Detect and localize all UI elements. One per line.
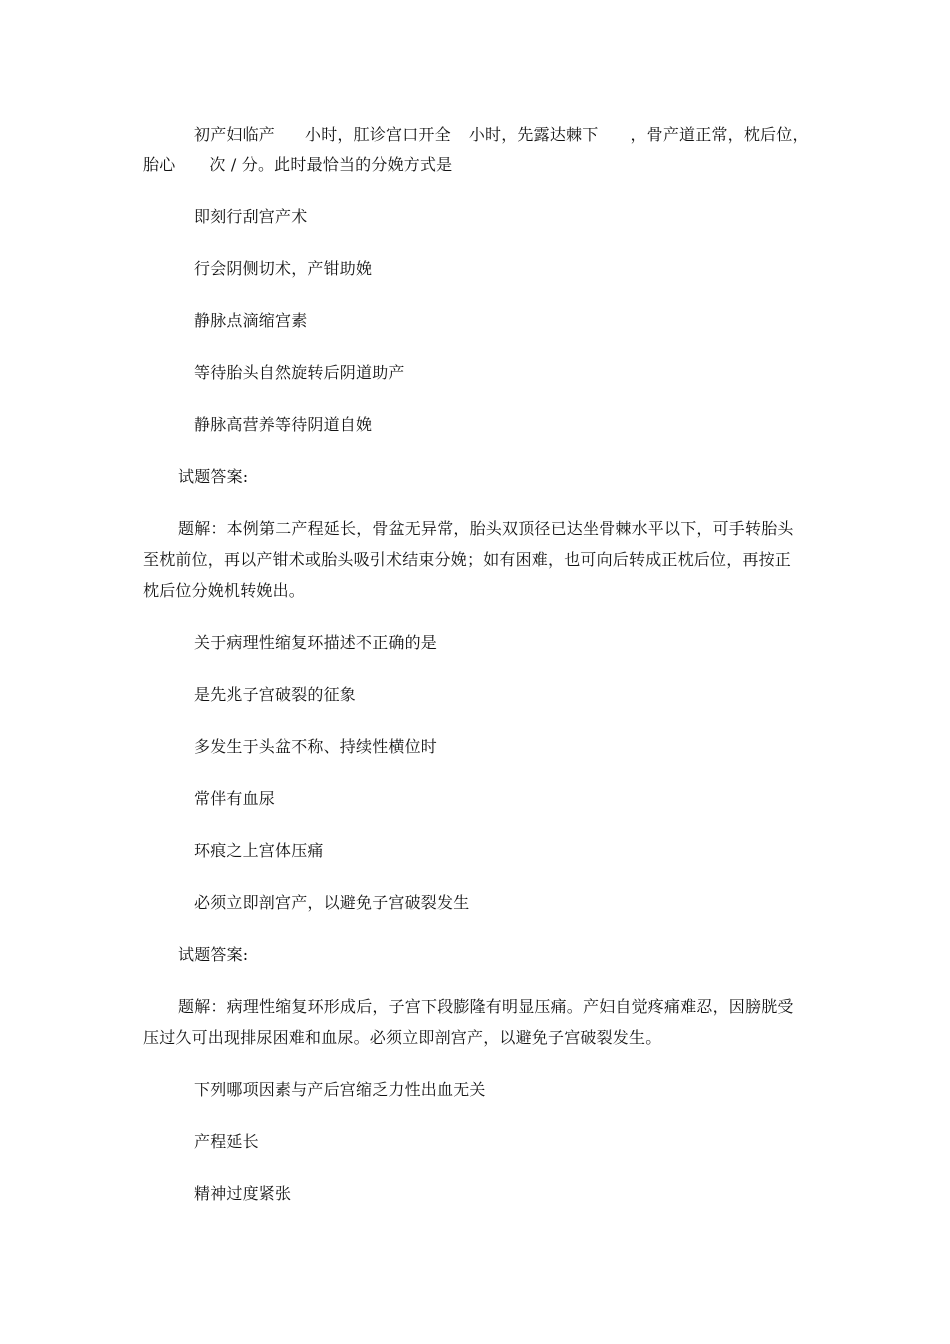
q1-stem-part: ，骨产道正常，枕后位， [630,125,809,144]
q2-option: 是先兆子宫破裂的征象 [194,685,357,704]
q2-option: 必须立即剖宫产，以避免子宫破裂发生 [194,893,470,912]
q1-stem-part: 胎心 [143,155,176,174]
q2-answer-label: 试题答案: [178,945,249,964]
q2-option: 多发生于头盆不称、持续性横位时 [194,737,438,756]
q2-stem: 关于病理性缩复环描述不正确的是 [194,633,438,652]
q3-option: 产程延长 [194,1132,259,1151]
q1-option: 行会阴侧切术，产钳助娩 [194,259,373,278]
q1-option: 即刻行刮宫产术 [194,207,308,226]
q2-explanation-line: 题解：病理性缩复环形成后，子宫下段膨隆有明显压痛。产妇自觉疼痛难忍，因膀胱受 [178,997,794,1016]
q1-option: 等待胎头自然旋转后阴道助产 [194,363,405,382]
q2-explanation-line: 压过久可出现排尿困难和血尿。必须立即剖宫产，以避免子宫破裂发生。 [143,1028,662,1047]
q2-option: 常伴有血尿 [194,789,276,808]
q1-option: 静脉高营养等待阴道自娩 [194,415,373,434]
q1-explanation-line: 至枕前位，再以产钳术或胎头吸引术结束分娩；如有困难，也可向后转成正枕后位，再按正 [143,550,792,569]
q1-stem-line-2 [143,155,452,175]
q3-stem: 下列哪项因素与产后宫缩乏力性出血无关 [194,1080,486,1099]
q1-stem-part: 小时，先露达棘下 [468,125,599,144]
q1-explanation-line: 枕后位分娩机转娩出。 [143,581,306,600]
q1-stem-part: 小时，肛诊宫口开全 [305,125,451,144]
q1-explanation-line: 题解：本例第二产程延长，骨盆无异常，胎头双顶径已达坐骨棘水平以下，可手转胎头 [178,519,794,538]
q1-option: 静脉点滴缩宫素 [194,311,308,330]
q1-stem-part: 初产妇临产 [194,125,276,144]
q3-option: 精神过度紧张 [194,1184,292,1203]
q2-option: 环痕之上宫体压痛 [194,841,324,860]
q1-answer-label: 试题答案: [178,467,249,486]
q1-stem-part: 次 / 分。此时最恰当的分娩方式是 [209,155,453,174]
q1-stem-line-1 [194,125,809,145]
